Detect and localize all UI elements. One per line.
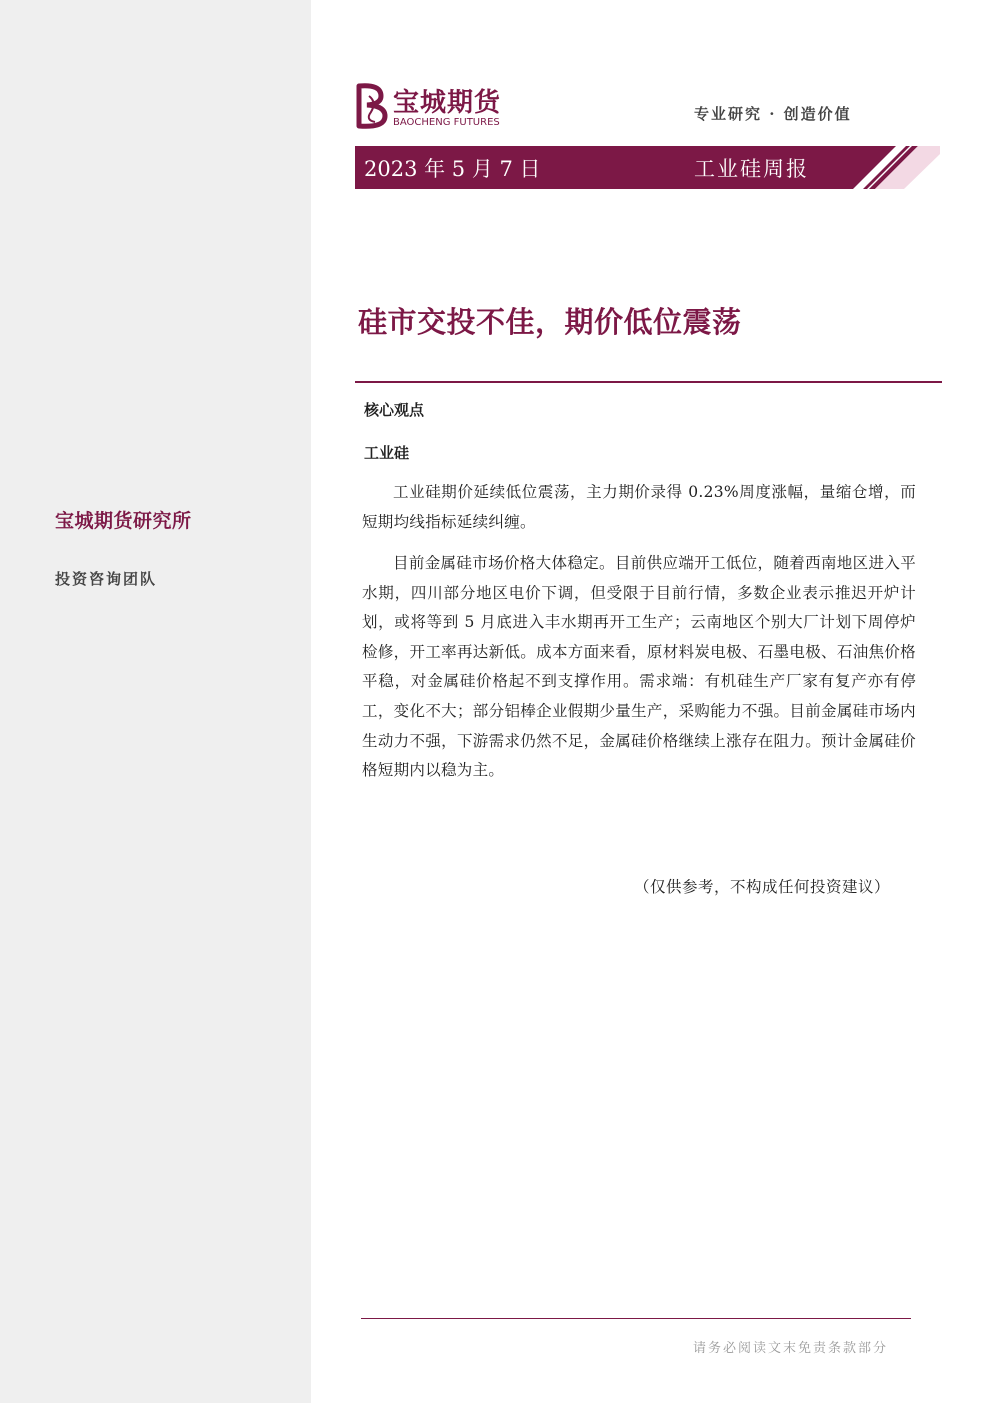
- institute-name: 宝城期货研究所: [55, 510, 192, 532]
- team-name: 投资咨询团队: [55, 570, 158, 588]
- paragraph-1: 工业硅期价延续低位震荡，主力期价录得 0.23%周度涨幅，量缩仓增，而短期均线指标延续纠缠。: [362, 483, 916, 531]
- section-industrial-silicon: 工业硅: [364, 444, 410, 462]
- headline-divider: [355, 381, 942, 383]
- slogan: 专业研究 · 创造价值: [694, 105, 852, 123]
- footer-disclaimer: 请务必阅读文末免责条款部分: [693, 1341, 889, 1356]
- paragraph-2: 目前金属硅市场价格大体稳定。目前供应端开工低位，随着西南地区进入平水期，四川部分地区电价下调，但受限于目前行情，多数企业表示推迟开炉计划，或将等到 5 月底进入丰水期再开工生产；云南地区个别大厂计划下周停炉检修，开工率再达新低。成本方面来看，原材料炭电极、石墨电极、石油焦价格平稳，对金属硅价格起不到支撑作用。需求端：有机硅生产厂家有复产亦有停工，变化不大；部分铝棒企业假期少量生产，采购能力不强。目前金属硅市场内生动力不强，下游需求仍然不足，金属硅价格继续上涨存在阻力。预计金属硅价格短期内以稳为主。: [362, 554, 916, 780]
- report-headline: 硅市交投不佳，期价低位震荡: [358, 305, 742, 339]
- baocheng-b-logo-icon: [355, 82, 391, 130]
- left-sidebar: [0, 0, 311, 1403]
- logo-english-name: BAOCHENG FUTURES: [393, 117, 500, 128]
- section-core-view: 核心观点: [364, 401, 425, 419]
- report-date: 2023 年 5 月 7 日: [364, 157, 541, 181]
- logo-chinese-name: 宝城期货: [393, 88, 502, 118]
- company-logo: [355, 82, 530, 132]
- report-type: 工业硅周报: [694, 157, 809, 181]
- footer-divider: [361, 1318, 911, 1319]
- reference-note: （仅供参考，不构成任何投资建议）: [634, 878, 891, 896]
